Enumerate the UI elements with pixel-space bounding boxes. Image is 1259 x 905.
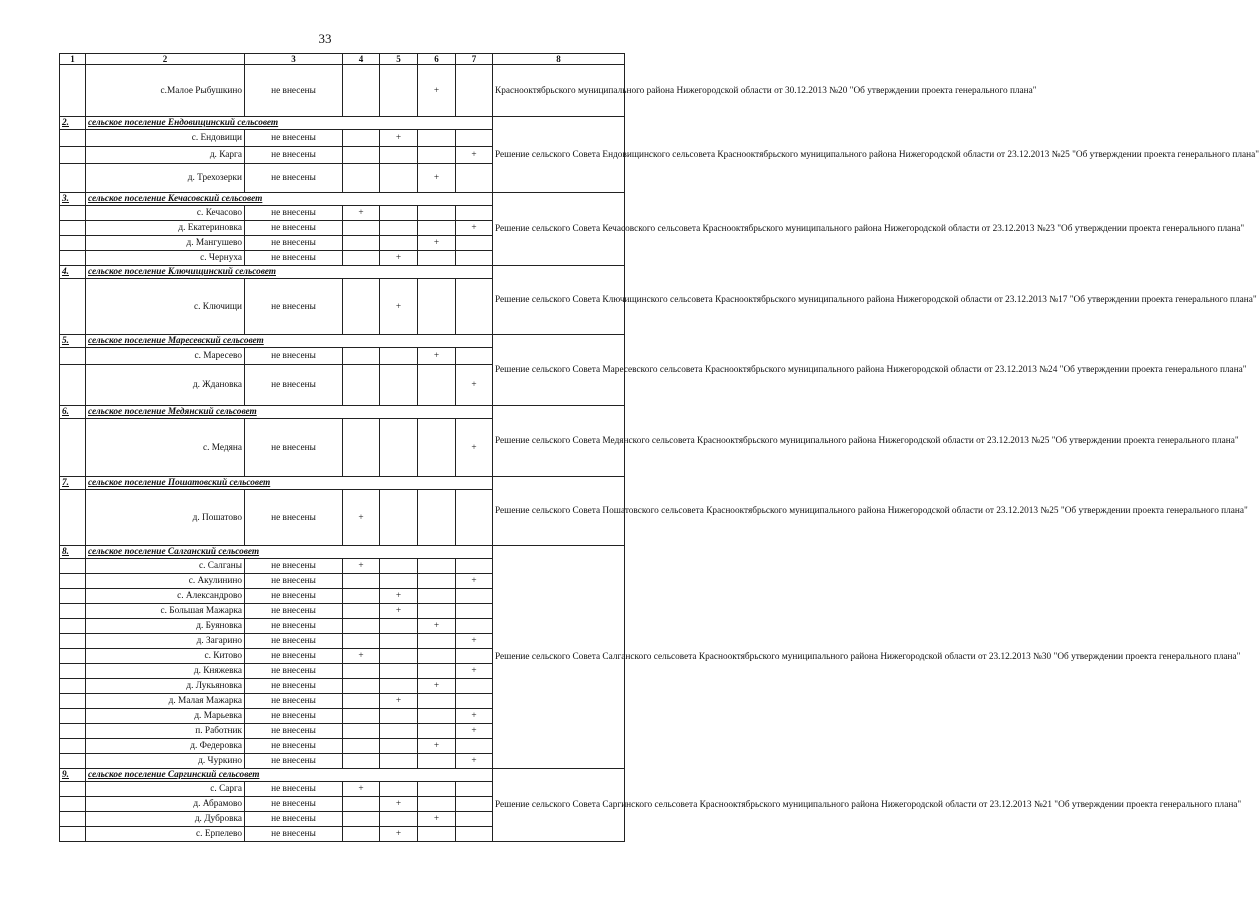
mark-c4 (343, 419, 380, 477)
changes-status: не внесены (245, 827, 343, 842)
row-index-cell (60, 797, 86, 812)
row-index-cell (60, 649, 86, 664)
section-title: сельское поселение Ключищинский сельсовет (86, 266, 493, 279)
row-index-cell (60, 348, 86, 365)
section-title: сельское поселение Маресевский сельсовет (86, 335, 493, 348)
section-row (60, 117, 625, 130)
settlement-name: с. Китово (86, 649, 245, 664)
mark-c4 (343, 604, 380, 619)
mark-c5 (380, 221, 418, 236)
mark-c6: + (418, 812, 456, 827)
changes-status: не внесены (245, 664, 343, 679)
mark-c4: + (343, 782, 380, 797)
settlement-name: д. Малая Мажарка (86, 694, 245, 709)
mark-c5 (380, 739, 418, 754)
section-row (60, 406, 625, 419)
changes-status: не внесены (245, 206, 343, 221)
section-title: сельское поселение Медянский сельсовет (86, 406, 493, 419)
mark-c7 (456, 619, 493, 634)
mark-c7 (456, 279, 493, 335)
column-header-2: 2 (86, 54, 245, 65)
changes-status: не внесены (245, 130, 343, 147)
changes-status: не внесены (245, 709, 343, 724)
mark-c6 (418, 649, 456, 664)
mark-c6 (418, 559, 456, 574)
settlement-name: с. Сарга (86, 782, 245, 797)
mark-c7 (456, 827, 493, 842)
mark-c6 (418, 604, 456, 619)
mark-c4 (343, 130, 380, 147)
settlement-name: д. Абрамово (86, 797, 245, 812)
row-index-cell (60, 754, 86, 769)
changes-status: не внесены (245, 365, 343, 406)
mark-c7 (456, 130, 493, 147)
mark-c7 (456, 236, 493, 251)
mark-c4 (343, 754, 380, 769)
changes-status: не внесены (245, 589, 343, 604)
mark-c4 (343, 65, 380, 117)
changes-status: не внесены (245, 812, 343, 827)
mark-c4 (343, 348, 380, 365)
table-body (60, 54, 1259, 842)
mark-c6 (418, 130, 456, 147)
mark-c6: + (418, 65, 456, 117)
mark-c6 (418, 589, 456, 604)
settlement-name: с. Ерпелево (86, 827, 245, 842)
settlement-name: с. Акулинино (86, 574, 245, 589)
settlement-name: д. Лукьяновка (86, 679, 245, 694)
settlement-name: д. Екатериновка (86, 221, 245, 236)
approval-document: Решение сельского Совета Саргинского сельсовета Краснооктябрьского муниципального района Нижегородской области от 23.12.2013 №21 "Об утверждении проекта генерального плана" (493, 769, 625, 842)
settlement-name: с. Маресево (86, 348, 245, 365)
page-number: 33 (318, 31, 332, 46)
mark-c7 (456, 797, 493, 812)
row-index-cell (60, 419, 86, 477)
settlement-name: д. Загарино (86, 634, 245, 649)
mark-c7: + (456, 221, 493, 236)
mark-c5 (380, 782, 418, 797)
mark-c7 (456, 65, 493, 117)
section-number: 9. (60, 769, 86, 782)
mark-c7 (456, 679, 493, 694)
mark-c6 (418, 634, 456, 649)
mark-c6: + (418, 619, 456, 634)
mark-c4 (343, 709, 380, 724)
changes-status: не внесены (245, 419, 343, 477)
mark-c5 (380, 724, 418, 739)
mark-c5 (380, 236, 418, 251)
mark-c4 (343, 679, 380, 694)
row-index-cell (60, 130, 86, 147)
mark-c4 (343, 164, 380, 193)
mark-c6 (418, 365, 456, 406)
mark-c4 (343, 812, 380, 827)
changes-status: не внесены (245, 754, 343, 769)
mark-c7 (456, 604, 493, 619)
mark-c6: + (418, 739, 456, 754)
row-index-cell (60, 490, 86, 546)
mark-c7: + (456, 664, 493, 679)
table-row (60, 65, 625, 117)
mark-c7 (456, 649, 493, 664)
mark-c6 (418, 279, 456, 335)
mark-c6 (418, 694, 456, 709)
changes-status: не внесены (245, 724, 343, 739)
row-index-cell (60, 206, 86, 221)
mark-c5 (380, 574, 418, 589)
mark-c4 (343, 634, 380, 649)
section-row (60, 266, 625, 279)
changes-status: не внесены (245, 782, 343, 797)
approval-document: Решение сельского Совета Маресевского сельсовета Краснооктябрьского муниципального района Нижегородской области от 23.12.2013 №24 "Об утверждении проекта генерального плана" (493, 335, 625, 406)
settlement-name: д. Марьевка (86, 709, 245, 724)
mark-c6 (418, 221, 456, 236)
approval-document: Решение сельского Совета Ендовищинского сельсовета Краснооктябрьского муниципального района Нижегородской области от 23.12.2013 №25 "Об утверждении проекта генерального плана" (493, 117, 625, 193)
settlement-name: с. Александрово (86, 589, 245, 604)
mark-c4: + (343, 649, 380, 664)
changes-status: не внесены (245, 164, 343, 193)
mark-c6: + (418, 236, 456, 251)
mark-c5: + (380, 797, 418, 812)
settlement-name: д. Дубровка (86, 812, 245, 827)
mark-c6: + (418, 348, 456, 365)
mark-c7 (456, 251, 493, 266)
row-index-cell (60, 164, 86, 193)
row-index-cell (60, 709, 86, 724)
mark-c5 (380, 754, 418, 769)
column-header-8: 8 (493, 54, 625, 65)
section-row (60, 477, 625, 490)
settlement-name: с. Ендовищи (86, 130, 245, 147)
mark-c6: + (418, 679, 456, 694)
column-header-4: 4 (343, 54, 380, 65)
mark-c5 (380, 559, 418, 574)
settlement-name: с. Ключищи (86, 279, 245, 335)
mark-c4 (343, 574, 380, 589)
mark-c6 (418, 664, 456, 679)
mark-c4 (343, 365, 380, 406)
mark-c7: + (456, 419, 493, 477)
mark-c7 (456, 559, 493, 574)
mark-c5 (380, 419, 418, 477)
column-header-1: 1 (60, 54, 86, 65)
section-title: сельское поселение Ендовищинский сельсовет (86, 117, 493, 130)
mark-c7 (456, 348, 493, 365)
mark-c7 (456, 739, 493, 754)
section-row (60, 546, 625, 559)
row-index-cell (60, 604, 86, 619)
row-index-cell (60, 236, 86, 251)
row-index-cell (60, 574, 86, 589)
mark-c5 (380, 490, 418, 546)
section-number: 5. (60, 335, 86, 348)
section-number: 7. (60, 477, 86, 490)
mark-c6 (418, 827, 456, 842)
section-title: сельское поселение Саргинский сельсовет (86, 769, 493, 782)
mark-c7 (456, 490, 493, 546)
settlement-name: д. Чуркино (86, 754, 245, 769)
mark-c7: + (456, 147, 493, 164)
row-index-cell (60, 679, 86, 694)
mark-c5: + (380, 827, 418, 842)
mark-c6 (418, 206, 456, 221)
changes-status: не внесены (245, 739, 343, 754)
mark-c7 (456, 164, 493, 193)
mark-c5: + (380, 589, 418, 604)
settlements-table (59, 53, 1259, 842)
mark-c5 (380, 348, 418, 365)
section-row (60, 193, 625, 206)
mark-c6 (418, 147, 456, 164)
mark-c4: + (343, 206, 380, 221)
row-index-cell (60, 827, 86, 842)
changes-status: не внесены (245, 694, 343, 709)
section-title: сельское поселение Салганский сельсовет (86, 546, 493, 559)
mark-c4 (343, 797, 380, 812)
mark-c7 (456, 206, 493, 221)
changes-status: не внесены (245, 251, 343, 266)
row-index-cell (60, 782, 86, 797)
settlement-name: с. Большая Мажарка (86, 604, 245, 619)
mark-c5 (380, 619, 418, 634)
row-index-cell (60, 619, 86, 634)
settlement-name: д. Мангушево (86, 236, 245, 251)
changes-status: не внесены (245, 279, 343, 335)
mark-c6 (418, 419, 456, 477)
row-index-cell (60, 365, 86, 406)
mark-c7: + (456, 709, 493, 724)
mark-c6 (418, 251, 456, 266)
changes-status: не внесены (245, 559, 343, 574)
changes-status: не внесены (245, 65, 343, 117)
mark-c7: + (456, 574, 493, 589)
row-index-cell (60, 65, 86, 117)
mark-c6 (418, 724, 456, 739)
settlement-name: д. Федеровка (86, 739, 245, 754)
row-index-cell (60, 589, 86, 604)
mark-c4 (343, 589, 380, 604)
mark-c5 (380, 147, 418, 164)
changes-status: не внесены (245, 348, 343, 365)
approval-document: Краснооктябрьского муниципального района Нижегородской области от 30.12.2013 №20 "Об утверждении проекта генерального плана" (493, 65, 625, 117)
mark-c5: + (380, 604, 418, 619)
header-row (60, 54, 625, 65)
row-index-cell (60, 147, 86, 164)
mark-c5 (380, 65, 418, 117)
row-index-cell (60, 694, 86, 709)
mark-c7 (456, 812, 493, 827)
section-number: 4. (60, 266, 86, 279)
row-index-cell (60, 559, 86, 574)
mark-c4 (343, 619, 380, 634)
mark-c4 (343, 664, 380, 679)
mark-c4 (343, 827, 380, 842)
approval-document: Решение сельского Совета Кечасовского сельсовета Краснооктябрьского муниципального района Нижегородской области от 23.12.2013 №23 "Об утверждении проекта генерального плана" (493, 193, 625, 266)
section-number: 2. (60, 117, 86, 130)
settlement-name: с. Салганы (86, 559, 245, 574)
mark-c4 (343, 694, 380, 709)
section-title: сельское поселение Пошатовский сельсовет (86, 477, 493, 490)
changes-status: не внесены (245, 574, 343, 589)
row-index-cell (60, 221, 86, 236)
mark-c5 (380, 649, 418, 664)
row-index-cell (60, 724, 86, 739)
approval-document: Решение сельского Совета Ключищинского сельсовета Краснооктябрьского муниципального района Нижегородской области от 23.12.2013 №17 "Об утверждении проекта генерального плана" (493, 266, 625, 335)
mark-c4 (343, 221, 380, 236)
mark-c5: + (380, 130, 418, 147)
settlement-name: п. Работник (86, 724, 245, 739)
column-header-6: 6 (418, 54, 456, 65)
row-index-cell (60, 279, 86, 335)
settlement-name: с.Малое Рыбушкино (86, 65, 245, 117)
approval-document: Решение сельского Совета Медянского сельсовета Краснооктябрьского муниципального района Нижегородской области от 23.12.2013 №25 "Об утверждении проекта генерального плана" (493, 406, 625, 477)
mark-c5 (380, 634, 418, 649)
changes-status: не внесены (245, 797, 343, 812)
settlement-name: д. Буяновка (86, 619, 245, 634)
settlement-name: д. Трехозерки (86, 164, 245, 193)
mark-c4: + (343, 490, 380, 546)
mark-c6 (418, 490, 456, 546)
mark-c4: + (343, 559, 380, 574)
changes-status: не внесены (245, 604, 343, 619)
section-title: сельское поселение Кечасовский сельсовет (86, 193, 493, 206)
mark-c5 (380, 365, 418, 406)
mark-c5 (380, 664, 418, 679)
mark-c5: + (380, 279, 418, 335)
mark-c7: + (456, 634, 493, 649)
mark-c4 (343, 251, 380, 266)
mark-c4 (343, 279, 380, 335)
mark-c4 (343, 236, 380, 251)
settlement-name: с. Чернуха (86, 251, 245, 266)
settlement-name: д. Карга (86, 147, 245, 164)
mark-c5 (380, 679, 418, 694)
settlement-name: д. Пошатово (86, 490, 245, 546)
row-index-cell (60, 251, 86, 266)
mark-c6 (418, 797, 456, 812)
changes-status: не внесены (245, 619, 343, 634)
mark-c4 (343, 147, 380, 164)
changes-status: не внесены (245, 236, 343, 251)
section-number: 8. (60, 546, 86, 559)
row-index-cell (60, 812, 86, 827)
column-header-7: 7 (456, 54, 493, 65)
mark-c5 (380, 709, 418, 724)
mark-c4 (343, 739, 380, 754)
mark-c6 (418, 709, 456, 724)
mark-c7: + (456, 754, 493, 769)
section-number: 6. (60, 406, 86, 419)
mark-c7: + (456, 724, 493, 739)
mark-c5: + (380, 694, 418, 709)
row-index-cell (60, 664, 86, 679)
changes-status: не внесены (245, 634, 343, 649)
section-row (60, 335, 625, 348)
mark-c5: + (380, 251, 418, 266)
changes-status: не внесены (245, 490, 343, 546)
changes-status: не внесены (245, 679, 343, 694)
changes-status: не внесены (245, 147, 343, 164)
mark-c6 (418, 782, 456, 797)
column-header-3: 3 (245, 54, 343, 65)
mark-c4 (343, 724, 380, 739)
settlement-name: д. Ждановка (86, 365, 245, 406)
mark-c7 (456, 589, 493, 604)
mark-c7 (456, 694, 493, 709)
mark-c5 (380, 206, 418, 221)
mark-c6: + (418, 164, 456, 193)
settlement-name: д. Княжевка (86, 664, 245, 679)
approval-document: Решение сельского Совета Пошатовского сельсовета Краснооктябрьского муниципального района Нижегородской области от 23.12.2013 №25 "Об утверждении проекта генерального плана" (493, 477, 625, 546)
mark-c5 (380, 812, 418, 827)
row-index-cell (60, 634, 86, 649)
settlement-name: с. Кечасово (86, 206, 245, 221)
mark-c6 (418, 574, 456, 589)
mark-c5 (380, 164, 418, 193)
changes-status: не внесены (245, 221, 343, 236)
mark-c7 (456, 782, 493, 797)
mark-c6 (418, 754, 456, 769)
mark-c7: + (456, 365, 493, 406)
approval-document: Решение сельского Совета Салганского сельсовета Краснооктябрьского муниципального района Нижегородской области от 23.12.2013 №30 "Об утверждении проекта генерального плана" (493, 546, 625, 769)
row-index-cell (60, 739, 86, 754)
section-number: 3. (60, 193, 86, 206)
column-header-5: 5 (380, 54, 418, 65)
section-row (60, 769, 625, 782)
changes-status: не внесены (245, 649, 343, 664)
settlement-name: с. Медяна (86, 419, 245, 477)
